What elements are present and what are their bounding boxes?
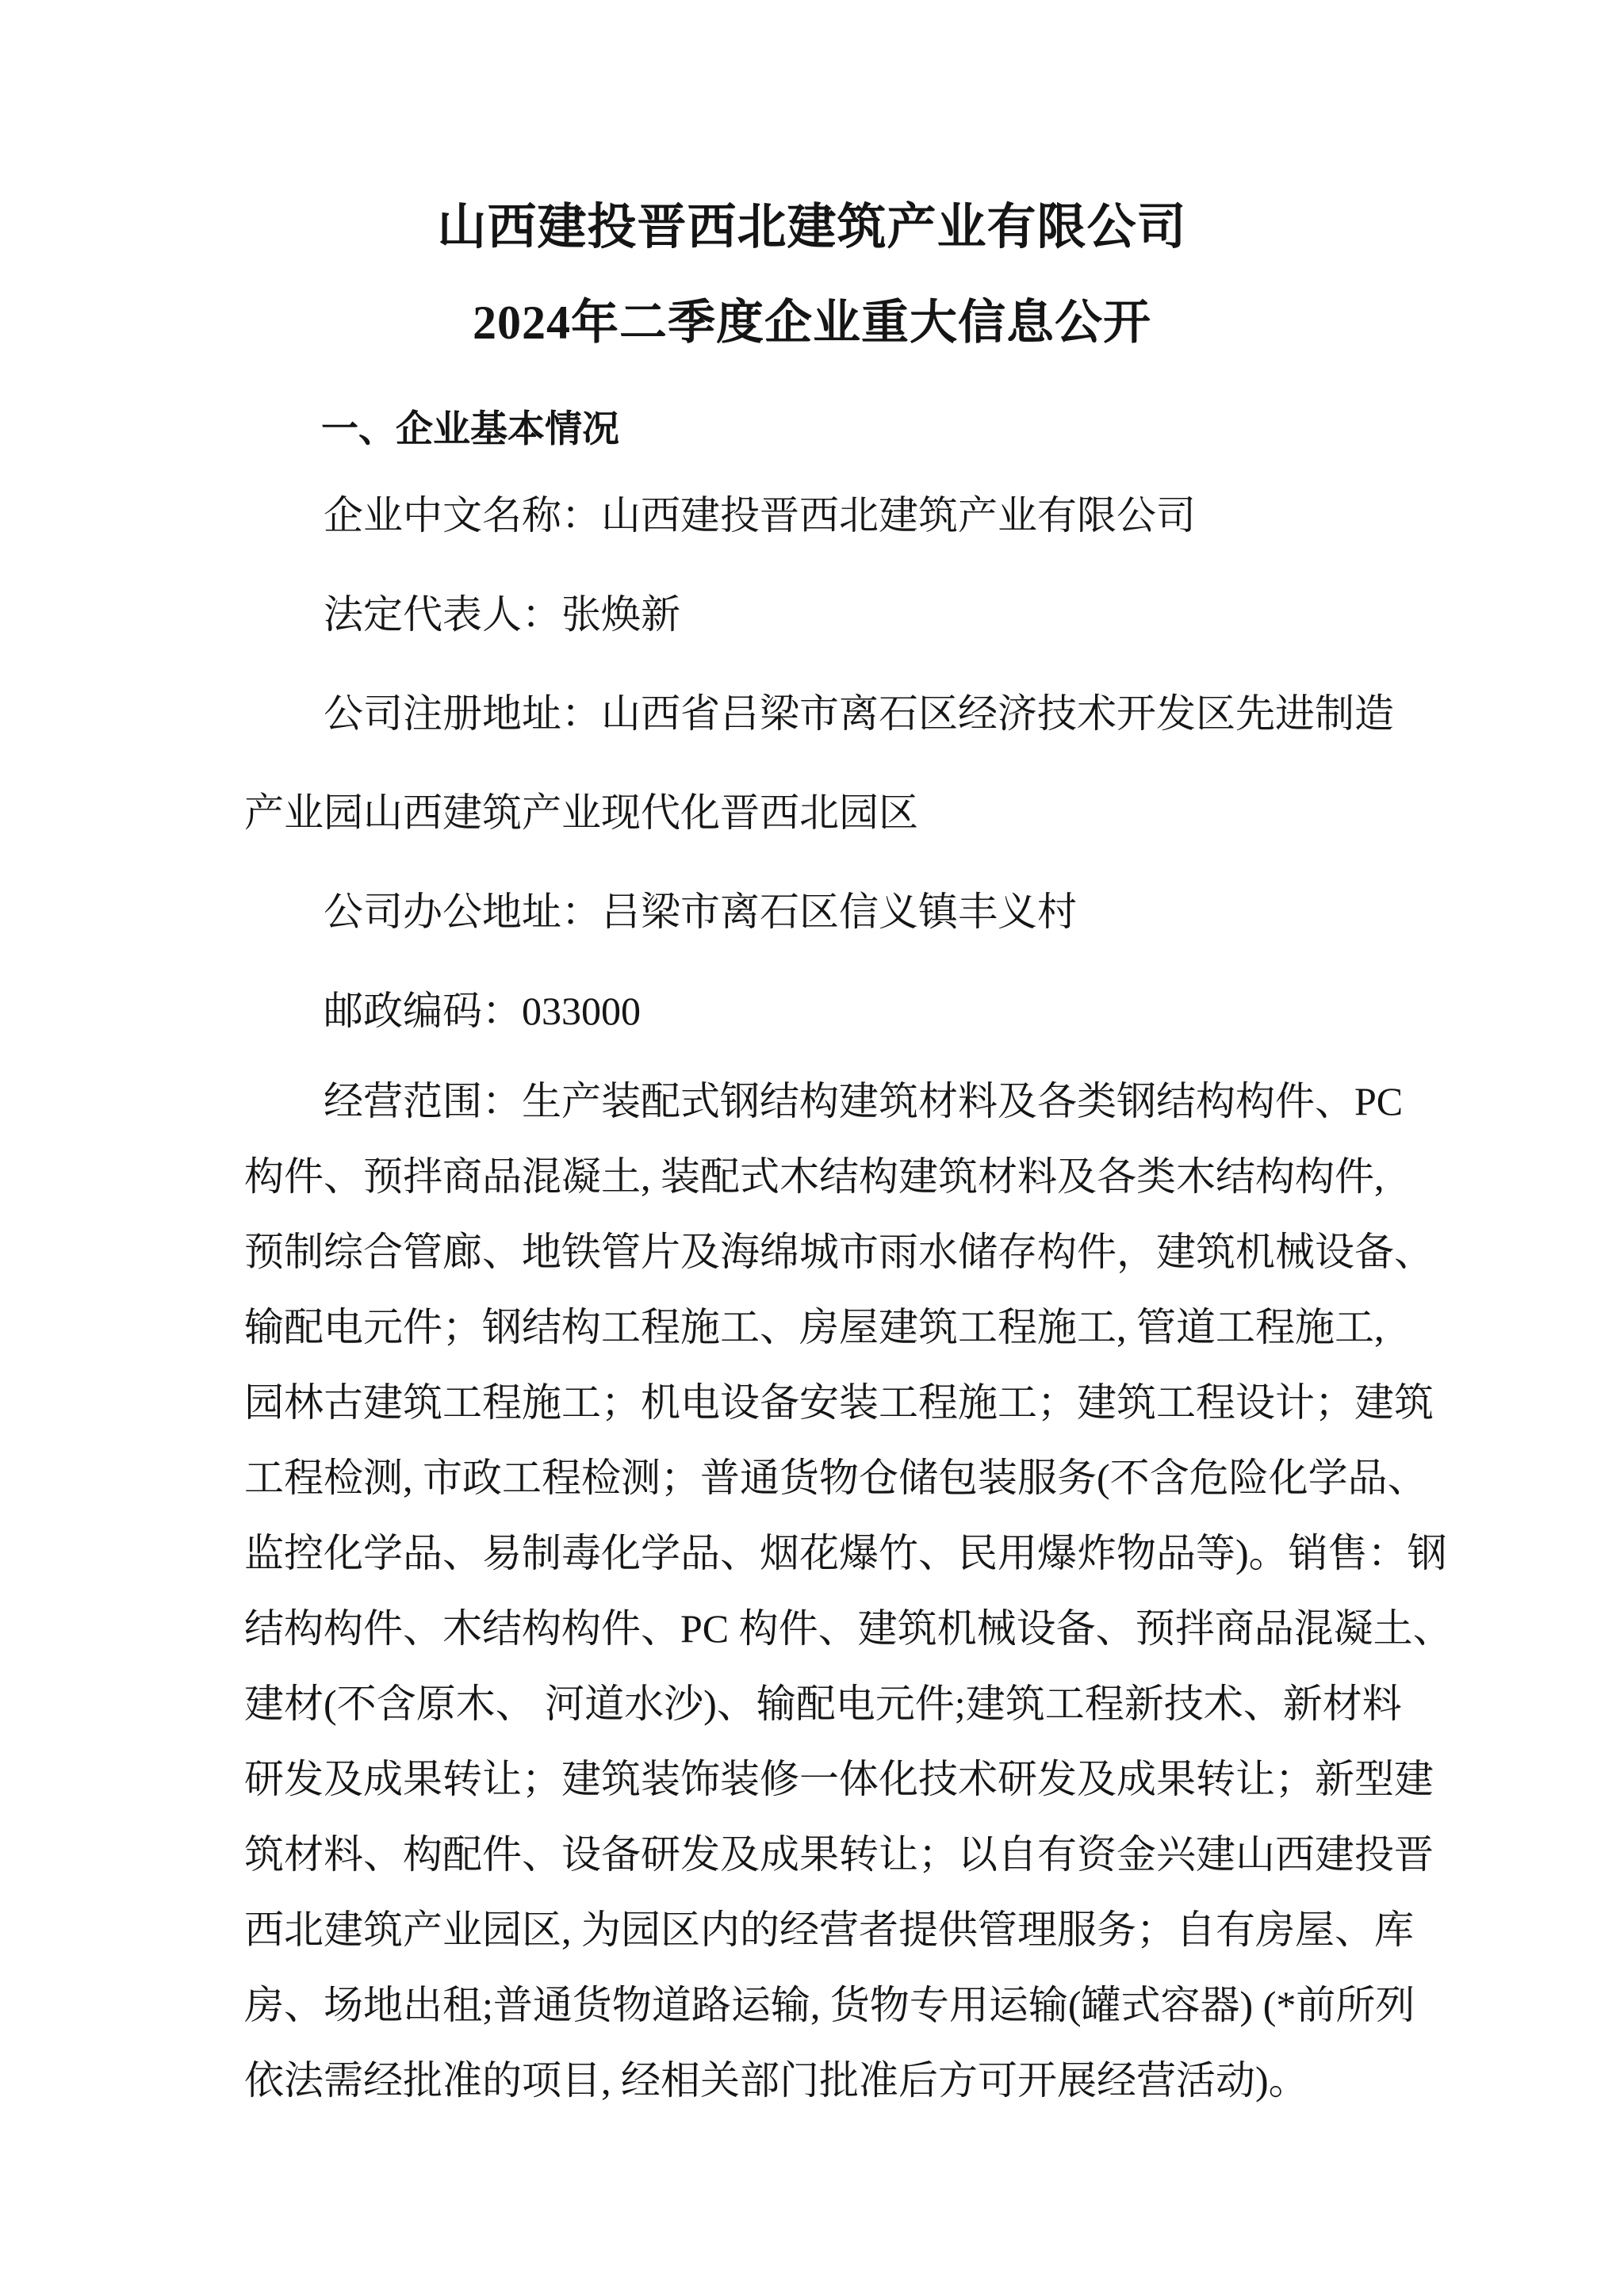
business-scope-line: 输配电元件；钢结构工程施工、房屋建筑工程施工, 管道工程施工,	[244, 1305, 1385, 1349]
business-scope-line: 筑材料、构配件、设备研发及成果转让；以自有资金兴建山西建投晋	[244, 1832, 1434, 1877]
company-info-block	[244, 466, 1394, 1061]
business-scope-line: 监控化学品、易制毒化学品、烟花爆竹、民用爆炸物品等)。销售：钢	[244, 1531, 1447, 1575]
business-scope-line: 经营范围：生产装配式钢结构建筑材料及各类钢结构构件、PC	[324, 1079, 1404, 1123]
business-scope-line: 西北建筑产业园区, 为园区内的经营者提供管理服务；自有房屋、库	[244, 1908, 1414, 1952]
business-scope-line: 研发及成果转让；建筑装饰装修一体化技术研发及成果转让；新型建	[244, 1757, 1434, 1801]
business-scope-line: 房、场地出租;普通货物道路运输, 货物专用运输(罐式容器) (*前所列	[244, 1983, 1415, 2027]
business-scope-line: 构件、预拌商品混凝土, 装配式木结构建筑材料及各类木结构构件,	[244, 1154, 1385, 1199]
info-line-office-address: 公司办公地址：吕梁市离石区信义镇丰义村	[324, 890, 1077, 934]
document-title-report-name: 2024年二季度企业重大信息公开	[473, 297, 1151, 349]
info-line-company-chinese-name: 企业中文名称：山西建投晋西北建筑产业有限公司	[324, 493, 1196, 538]
business-scope-line: 预制综合管廊、地铁管片及海绵城市雨水储存构件，建筑机械设备、	[244, 1230, 1434, 1274]
info-line-postal-code: 邮政编码：033000	[324, 989, 641, 1033]
section-heading-basic-info: 一、企业基本情况	[321, 409, 619, 450]
business-scope-line: 依法需经批准的项目, 经相关部门批准后方可开展经营活动)。	[244, 2058, 1308, 2103]
info-line-registered-address: 公司注册地址：山西省吕梁市离石区经济技术开发区先进制造	[324, 691, 1394, 736]
business-scope-line: 建材(不含原木、 河道水沙)、输配电元件;建筑工程新技术、新材料	[244, 1682, 1402, 1726]
business-scope-line: 结构构件、木结构构件、PC 构件、建筑机械设备、预拌商品混凝土、	[244, 1606, 1453, 1651]
business-scope-line: 园林古建筑工程施工；机电设备安装工程施工；建筑工程设计；建筑	[244, 1380, 1434, 1425]
info-line-registered-address-wrap: 产业园山西建筑产业现代化晋西北园区	[244, 790, 918, 835]
business-scope-line: 工程检测, 市政工程检测；普通货物仓储包装服务(不含危险化学品、	[244, 1456, 1427, 1500]
document-title-company-name: 山西建投晋西北建筑产业有限公司	[437, 201, 1187, 254]
info-line-legal-representative: 法定代表人：张焕新	[324, 592, 680, 637]
business-scope-paragraph	[244, 1064, 1453, 2118]
